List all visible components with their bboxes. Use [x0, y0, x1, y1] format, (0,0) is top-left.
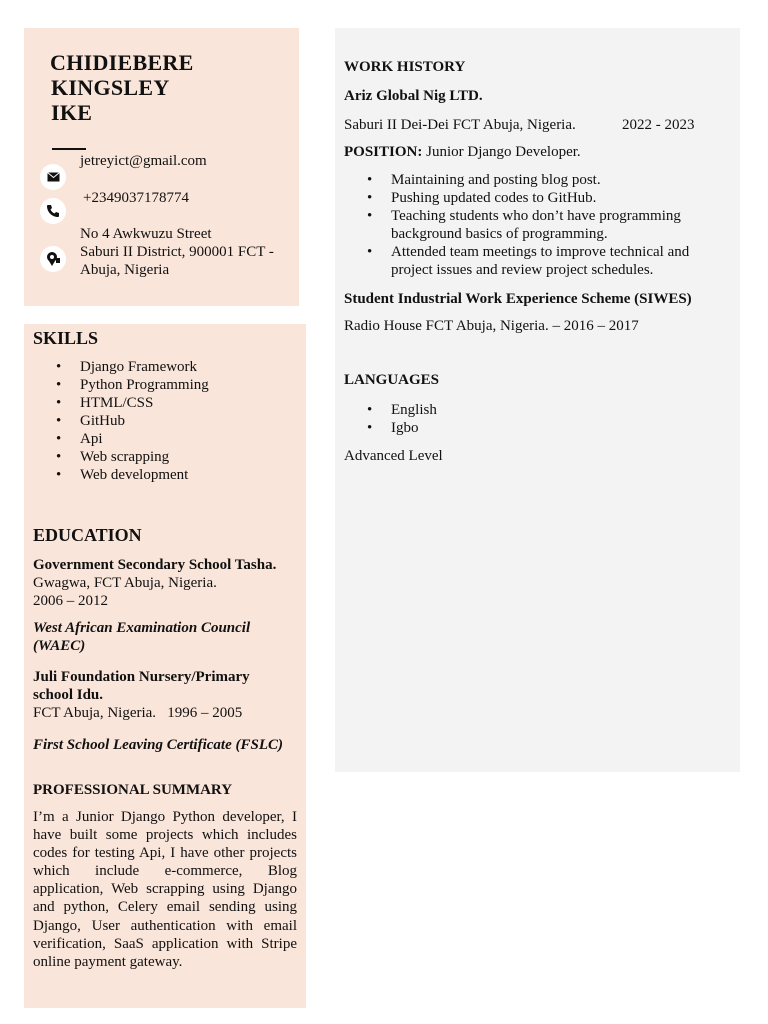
- company-location: Saburi II Dei-Dei FCT Abuja, Nigeria.: [344, 117, 576, 133]
- school-2-name-line-2: school Idu.: [33, 687, 104, 703]
- name-line-1: CHIDIEBERE: [50, 50, 194, 75]
- school-1-cert-line-1: West African Examination Council: [33, 620, 251, 636]
- duty-item: • Attended team meetings to improve technical and project issues and review project schedules.: [345, 243, 730, 279]
- company-years: 2022 - 2023: [622, 117, 695, 133]
- siwes-detail: Radio House FCT Abuja, Nigeria. – 2016 – 2017: [344, 318, 639, 334]
- skill-item: • GitHub: [34, 412, 209, 430]
- work-history-title: WORK HISTORY: [344, 59, 466, 75]
- candidate-name: [50, 50, 194, 125]
- address-line-2: Saburi II District, 900001 FCT -: [80, 244, 274, 260]
- summary-text: I’m a Junior Django Python developer, I have built some projects which includes codes for testing Api, I have other projects which include e-commerce, Blog application, Web scrapping using Django and python, Celery email sending using Django, User authentication with email verification, SaaS application with Stripe online payment gateway.: [33, 809, 297, 970]
- school-1-certificate: [33, 619, 301, 655]
- location-icon: [40, 246, 66, 272]
- contact-panel: [24, 28, 299, 306]
- duties-list: [345, 171, 730, 279]
- skill-item: • Python Programming: [34, 376, 209, 394]
- phone-text[interactable]: +2349037178774: [83, 190, 189, 206]
- email-text[interactable]: jetreyict@gmail.com: [80, 153, 207, 169]
- duty-item: • Pushing updated codes to GitHub.: [345, 189, 730, 207]
- left-column-panel: [24, 324, 306, 1008]
- education-title: EDUCATION: [33, 525, 142, 545]
- education-entry-1: [33, 556, 301, 610]
- school-1-name: Government Secondary School Tasha.: [33, 557, 277, 573]
- skill-item: • Web development: [34, 466, 209, 484]
- school-1-cert-line-2: (WAEC): [33, 638, 86, 654]
- school-1-years: 2006 – 2012: [33, 593, 108, 609]
- skill-item: • Django Framework: [34, 358, 209, 376]
- name-divider: [52, 148, 86, 150]
- address-text: [80, 225, 274, 279]
- language-item: • Igbo: [345, 419, 437, 437]
- address-line-1: No 4 Awkwuzu Street: [80, 226, 212, 242]
- school-2-location-years: FCT Abuja, Nigeria. 1996 – 2005: [33, 705, 243, 721]
- languages-title: LANGUAGES: [344, 372, 440, 388]
- right-column-panel: [335, 28, 740, 772]
- school-2-name-line-1: Juli Foundation Nursery/Primary: [33, 669, 250, 685]
- address-line-3: Abuja, Nigeria: [80, 262, 170, 278]
- languages-list: [345, 401, 437, 437]
- skill-item: • Web scrapping: [34, 448, 209, 466]
- position-value: Junior Django Developer.: [422, 144, 581, 160]
- language-item: • English: [345, 401, 437, 419]
- name-line-2: KINGSLEY: [51, 75, 170, 100]
- duty-item: • Teaching students who don’t have programming background basics of programming.: [345, 207, 730, 243]
- skills-title: SKILLS: [33, 328, 99, 348]
- education-entry-2: [33, 668, 301, 722]
- school-2-certificate: First School Leaving Certificate (FSLC): [33, 737, 283, 753]
- siwes-title: Student Industrial Work Experience Scheme (SIWES): [344, 291, 692, 307]
- summary-title: PROFESSIONAL SUMMARY: [33, 782, 233, 798]
- name-line-3: IKE: [51, 100, 93, 125]
- position-label: POSITION:: [344, 144, 423, 160]
- skill-item: • Api: [34, 430, 209, 448]
- language-level: Advanced Level: [344, 448, 443, 464]
- skill-item: • HTML/CSS: [34, 394, 209, 412]
- duty-item: • Maintaining and posting blog post.: [345, 171, 730, 189]
- company-name: Ariz Global Nig LTD.: [344, 88, 483, 104]
- envelope-icon: [40, 164, 66, 190]
- school-1-location: Gwagwa, FCT Abuja, Nigeria.: [33, 575, 217, 591]
- position-line: [344, 143, 581, 161]
- phone-icon: [40, 198, 66, 224]
- skills-list: [34, 358, 209, 484]
